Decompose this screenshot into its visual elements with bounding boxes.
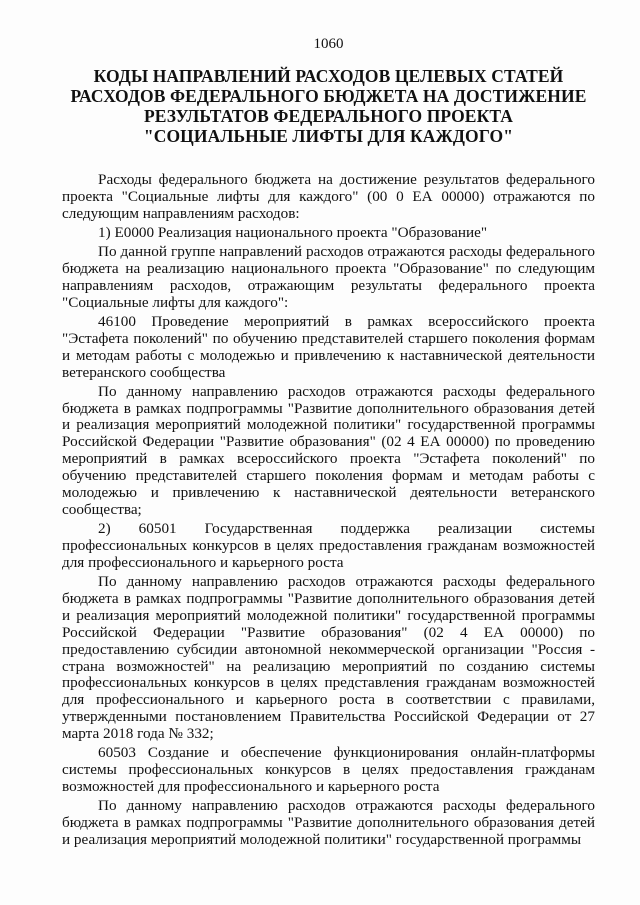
paragraph: По данному направлению расходов отражаются расходы федерального бюджета в рамках подпрограммы "Развитие дополнительного образования детей и реализация мероприятий молодежной политики" государственной программы Российской Федерации "Развитие образования" (02 4 ЕА 00000) по предоставлению субсидии автономной некоммерческой организации "Россия - страна возможностей" на реализацию мероприятий по созданию системы профессиональных конкурсов в целях представления гражданам возможностей для профессионального и карьерного роста в соответствии с правилами, утвержденными постановлением Правительства Российской Федерации от 27 марта 2018 года № 332; <box>62 572 595 743</box>
page-number: 1060 <box>313 36 344 52</box>
paragraph: Расходы федерального бюджета на достижение результатов федерального проекта "Социальные лифты для каждого" (00 0 ЕА 00000) отражаются по следующим направлениям расходов: <box>62 171 595 222</box>
paragraph: По данному направлению расходов отражаются расходы федерального бюджета в рамках подпрограммы "Развитие дополнительного образования детей и реализация мероприятий молодежной политики" государственной программы Российской Федерации "Развитие образования" (02 4 ЕА 00000) по проведению мероприятий в рамках всероссийского проекта "Эстафета поколений" по обучению представителей старшего поколения формам и методам работы с молодежью и привлечению к наставнической деятельности ветеранского сообщества; <box>62 382 595 518</box>
document-title <box>62 66 595 146</box>
paragraph: 2) 60501 Государственная поддержка реализации системы профессиональных конкурсов в целях предоставления гражданам возможностей для профессионального и карьерного роста <box>62 520 595 571</box>
paragraph: 46100 Проведение мероприятий в рамках всероссийского проекта "Эстафета поколений" по обучению представителей старшего поколения формам и методам работы с молодежью и привлечению к наставнической деятельности ветеранского сообщества <box>62 312 595 381</box>
title-line: КОДЫ НАПРАВЛЕНИЙ РАСХОДОВ ЦЕЛЕВЫХ СТАТЕЙ <box>93 66 564 86</box>
title-line: РАСХОДОВ ФЕДЕРАЛЬНОГО БЮДЖЕТА НА ДОСТИЖЕНИЕ <box>70 86 587 106</box>
document-body <box>62 172 595 849</box>
title-line: "СОЦИАЛЬНЫЕ ЛИФТЫ ДЛЯ КАЖДОГО" <box>143 126 514 146</box>
paragraph: 1) Е0000 Реализация национального проекта "Образование" <box>98 223 488 241</box>
paragraph: 60503 Создание и обеспечение функционирования онлайн-платформы системы профессиональных конкурсов в целях предоставления гражданам возможностей для профессионального и карьерного роста <box>62 744 595 796</box>
paragraph: По данному направлению расходов отражаются расходы федерального бюджета в рамках подпрограммы "Развитие дополнительного образования детей и реализация мероприятий молодежной политики" государственной программы <box>62 797 595 848</box>
paragraph: По данной группе направлений расходов отражаются расходы федерального бюджета на реализацию национального проекта "Образование" по следующим направлениям расходов, отражающим результаты федерального проекта "Социальные лифты для каждого": <box>62 243 595 311</box>
title-line: РЕЗУЛЬТАТОВ ФЕДЕРАЛЬНОГО ПРОЕКТА <box>143 106 514 126</box>
